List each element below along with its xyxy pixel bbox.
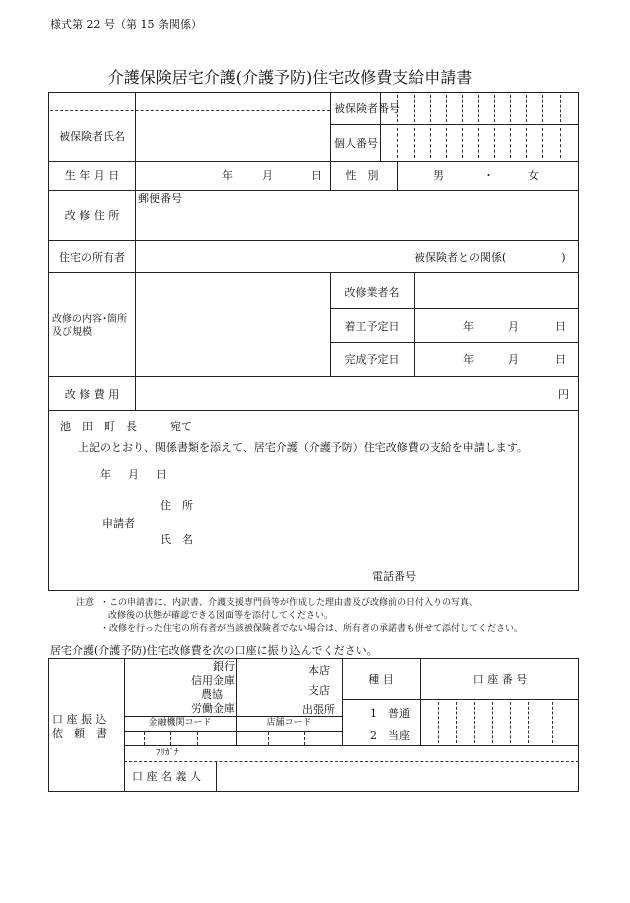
institution-code-field[interactable]: [125, 732, 235, 744]
start-date-label: 着工予定日: [344, 320, 400, 333]
account-number-label: 口 座 番 号: [472, 673, 528, 686]
notes-label: 注意: [76, 598, 95, 608]
cost-label: 改 修 費 用: [64, 388, 120, 401]
start-day: 日: [555, 320, 566, 333]
address-label: 改 修 住 所: [64, 209, 120, 222]
bank-request-label-line1: 口 座 振 込: [52, 713, 107, 726]
personal-number-label: 個人番号: [334, 137, 378, 150]
yen-unit: 円: [558, 388, 569, 401]
applicant-label: 申請者: [102, 517, 135, 530]
bank-type-shinkin[interactable]: 信用金庫: [191, 674, 235, 687]
contractor-label: 改修業者名: [344, 286, 400, 299]
notes-line1: ・この申請書に、内訳書、介護支援専門員等が作成した理由書及び改修前の日付入りの写真、: [100, 598, 479, 608]
end-date-field[interactable]: [415, 343, 578, 375]
branch-code-field[interactable]: [237, 732, 341, 744]
contractor-field[interactable]: [415, 273, 578, 307]
account-type-label: 種 目: [368, 673, 394, 686]
applicant-address-field[interactable]: [212, 494, 572, 514]
start-year: 年: [463, 320, 474, 333]
branch-type-branch[interactable]: 支店: [308, 684, 330, 697]
gender-female-option[interactable]: 女: [528, 169, 539, 182]
gender-male-option[interactable]: 男: [433, 169, 444, 182]
gender-separator: ・: [483, 169, 494, 182]
birth-month: 月: [262, 169, 273, 182]
application-year: 年: [100, 468, 111, 481]
bank-type-nokyo[interactable]: 農協: [201, 688, 223, 701]
account-type-ordinary[interactable]: 1 普通: [370, 707, 410, 720]
end-month: 月: [508, 353, 519, 366]
account-holder-label: 口 座 名 義 人: [132, 770, 201, 783]
birth-year: 年: [222, 169, 233, 182]
account-number-field[interactable]: [421, 700, 578, 744]
phone-field[interactable]: [428, 565, 572, 585]
form-number: 様式第 22 号（第 15 条関係）: [50, 18, 202, 31]
insured-name-label: 被保険者氏名: [59, 130, 125, 143]
content-field[interactable]: [136, 273, 329, 375]
content-label-line1: 改修の内容･箇所: [52, 314, 127, 325]
start-month: 月: [508, 320, 519, 333]
branch-type-main[interactable]: 本店: [308, 664, 330, 677]
content-label-line2: 及び規模: [52, 327, 92, 338]
relation-label: 被保険者との関係( ): [414, 251, 566, 264]
cost-field[interactable]: [136, 377, 556, 409]
branch-code-label: 店舗コード: [266, 718, 312, 728]
bank-request-label-line2: 依 頼 書: [52, 727, 107, 740]
bank-type-rokin[interactable]: 労働金庫: [191, 702, 235, 715]
application-day: 日: [156, 468, 167, 481]
birth-day: 日: [311, 169, 322, 182]
postal-label: 郵便番号: [138, 192, 182, 205]
owner-label: 住宅の所有者: [59, 251, 125, 264]
end-year: 年: [463, 353, 474, 366]
owner-field[interactable]: [136, 241, 406, 271]
notes-line2: 改修後の状態が確認できる図面等を添付してください。: [108, 611, 334, 621]
address-field[interactable]: [136, 205, 578, 239]
account-type-current[interactable]: 2 当座: [370, 729, 410, 742]
bank-intro: 居宅介護(介護予防)住宅改修費を次の口座に振り込んでください。: [50, 644, 378, 657]
insured-name-field[interactable]: [136, 93, 329, 160]
start-date-field[interactable]: [415, 309, 578, 341]
insured-number-field[interactable]: [381, 93, 578, 123]
notes-line3: ・改修を行った住宅の所有者が当該被保険者でない場合は、所有者の承諾書も併せて添付してください。: [100, 624, 524, 634]
page-title: 介護保険居宅介護(介護予防)住宅改修費支給申請書: [107, 68, 473, 87]
applicant-address-label: 住 所: [160, 499, 193, 512]
branch-type-sub[interactable]: 出張所: [302, 703, 335, 716]
phone-label: 電話番号: [372, 570, 416, 583]
addressee: 池 田 町 長 宛て: [60, 420, 192, 433]
application-statement: 上記のとおり、関係書類を添えて、居宅介護（介護予防）住宅改修費の支給を申請します。: [78, 441, 528, 454]
gender-label: 性 別: [345, 169, 379, 182]
application-month: 月: [128, 468, 139, 481]
end-day: 日: [555, 353, 566, 366]
personal-number-field[interactable]: [381, 125, 578, 160]
bank-type-bank[interactable]: 銀行: [213, 660, 235, 673]
institution-code-label: 金融機関コード: [148, 718, 212, 728]
birthdate-label: 生 年 月 日: [64, 169, 120, 182]
account-holder-field[interactable]: [217, 762, 578, 791]
furigana-label: ﾌﾘｶﾞﾅ: [156, 748, 179, 758]
end-date-label: 完成予定日: [344, 353, 400, 366]
applicant-name-field[interactable]: [212, 528, 572, 548]
applicant-name-label: 氏 名: [160, 533, 193, 546]
insured-number-label: 被保険者番号: [334, 102, 400, 115]
